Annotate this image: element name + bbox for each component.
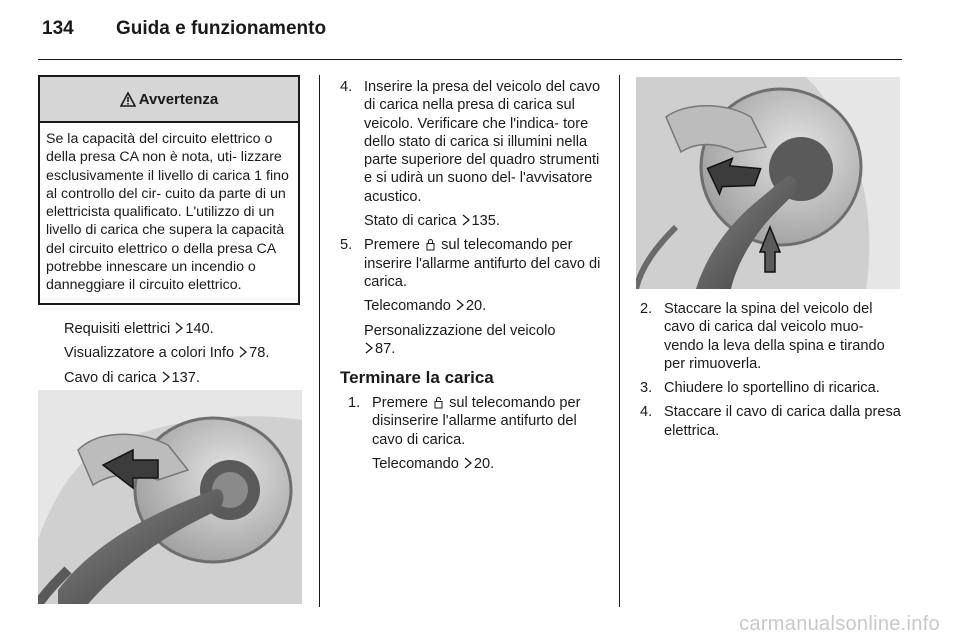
- reference-line: Telecomando 20.: [372, 456, 495, 473]
- page-reference-icon: [175, 322, 183, 334]
- page-reference-icon: [162, 371, 170, 383]
- lock-key-icon: [426, 238, 435, 251]
- right-column: [640, 300, 902, 440]
- warning-title: Avvertenza: [138, 90, 219, 108]
- list-item: 5. Premere sul telecomando per inserire l'allarme antifurto del cavo di carica.: [340, 237, 601, 290]
- column-divider-2: [619, 75, 620, 607]
- left-references: [64, 320, 304, 387]
- list-item: 4. Staccare il cavo di carica dalla presa elettrica.: [640, 404, 901, 439]
- middle-column: [340, 78, 606, 473]
- page-reference-icon: [365, 342, 373, 354]
- unlock-key-icon: [434, 396, 443, 409]
- warning-text: Se la capacità del circuito elettrico o della presa CA non è nota, uti- lizzare esclusivamente il livello di carica 1 fino al controllo del cir- cuito da parte di un elettricista qualificato. L'utilizzo di un livello di carica che supera la capacità del circuito elettrico o della presa CA potrebbe innescare un incendio o danneggiare il circuito elettrico.: [46, 131, 289, 294]
- page-reference-icon: [464, 457, 472, 469]
- list-item: 4. Inserire la presa del veicolo del cavo di carica nella presa di carica sul veicolo. Verificare che l'indica- tore dello stato di carica si illumini nella parte superiore del quadro strumenti e si udirà un suono del- l'avvisatore acustico.: [340, 79, 601, 205]
- page-reference-icon: [239, 346, 247, 358]
- reference-line: Requisiti elettrici 140.: [64, 321, 214, 337]
- reference-line: Stato di carica 135.: [364, 213, 500, 230]
- charging-plug-photo: [38, 390, 302, 604]
- reference-line: Cavo di carica 137.: [64, 369, 200, 386]
- warning-header: [40, 77, 298, 123]
- reference-line: Telecomando 20.: [364, 298, 487, 315]
- page-title: Guida e funzionamento: [116, 18, 327, 39]
- warning-box: [38, 75, 300, 305]
- charging-plug-illustration: [38, 390, 302, 604]
- list-item: 3. Chiudere lo sportellino di ricarica.: [640, 380, 880, 397]
- section-title: Terminare la carica: [340, 368, 494, 388]
- list-item: 2. Staccare la spina del veicolo del cavo di carica dal veicolo muo- vendo la leva della spina e tirando per rimuoverla.: [640, 301, 885, 372]
- reference-line: Visualizzatore a colori Info 78.: [64, 345, 270, 362]
- page-reference-icon: [456, 299, 464, 311]
- warning-triangle-icon: [120, 92, 136, 107]
- reference-line: Personalizzazione del veicolo 87.: [364, 322, 556, 357]
- plug-removal-photo: [636, 77, 900, 289]
- watermark: carmanualsonline.info: [739, 613, 940, 635]
- list-item: 1. Premere sul telecomando per disinserire l'allarme antifurto del cavo di carica.: [348, 395, 581, 448]
- page-number: 134: [42, 18, 74, 39]
- header-rule: [38, 59, 902, 60]
- column-divider-1: [319, 75, 320, 607]
- plug-removal-illustration: [636, 77, 900, 289]
- page-reference-icon: [462, 214, 470, 226]
